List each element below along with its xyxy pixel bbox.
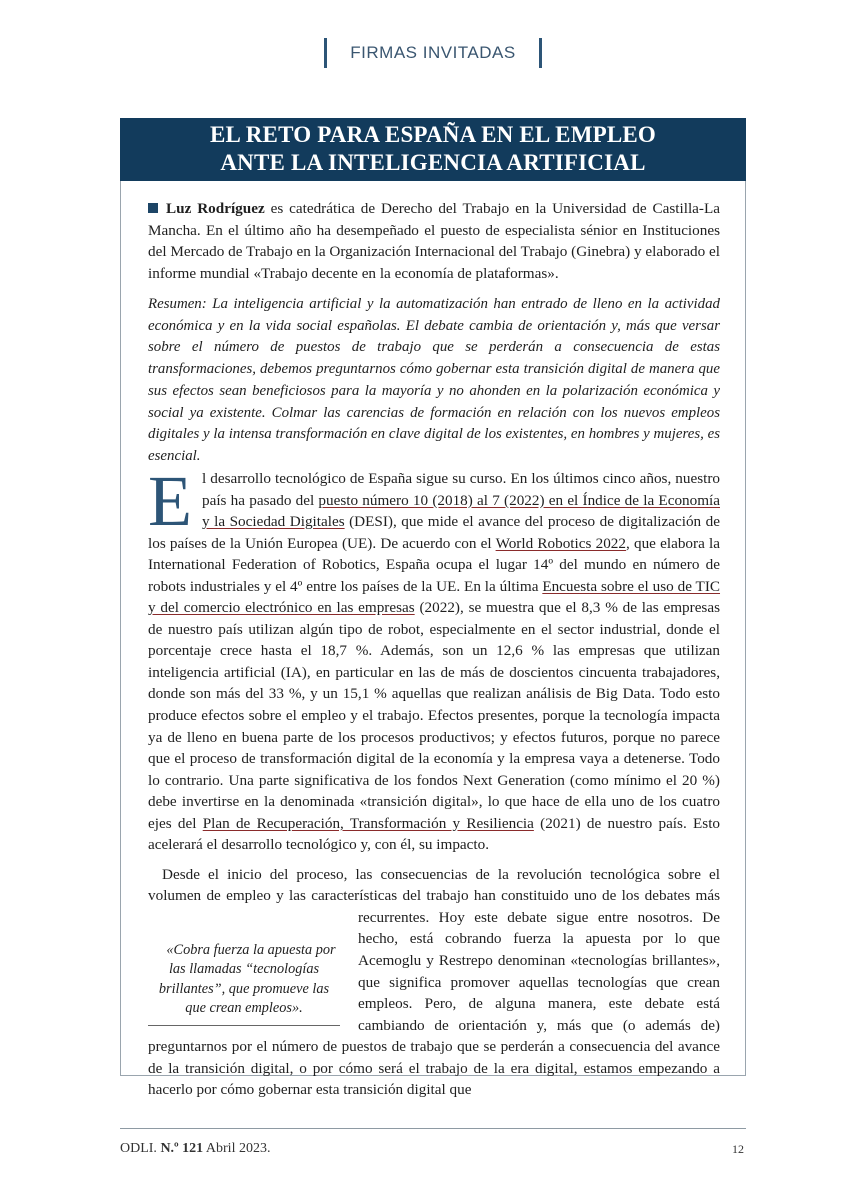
footer-divider — [120, 1128, 746, 1129]
article-content — [148, 198, 721, 1099]
paragraph-2 — [148, 864, 720, 1101]
author-bio-text: es catedrática de Derecho del Trabajo en la Universidad de Castilla-La Mancha. En el último año ha desempeñado el puesto de especialista sénior en Instituciones del Mercado de Trabajo en la Organización Internacional del Trabajo (Ginebra) y elaborado el informe mundial «Trabajo decente en la economía de plataformas». — [148, 200, 720, 282]
article-title-band — [120, 118, 746, 181]
paragraph-2-lead: Desde el inicio del proceso, las consecuencias de la revolución tecnológica sobre el volumen de empleo y las características del trabajo han constituido uno de los debates — [148, 865, 720, 905]
drop-cap: E — [148, 461, 192, 541]
issue-date: Abril 2023. — [205, 1141, 271, 1156]
article-title-line-2: ANTE LA INTELIGENCIA ARTIFICIAL — [220, 150, 646, 175]
section-header — [324, 38, 542, 68]
paragraph-1-text-e: (2021) de nuestro país. Esto acelerará el desarrollo tecnológico y, con él, su impacto. — [148, 814, 721, 854]
journal-citation — [120, 1141, 270, 1157]
article-title-line-1: EL RETO PARA ESPAÑA EN EL EMPLEO — [209, 122, 657, 147]
section-divider-left — [324, 38, 327, 68]
paragraph-1-text-c: , que elabora la International Federation of Robotics, España ocupa el lugar 14º del mundo en número de robots industriales y el 4º entre los países de la UE. En la última — [148, 534, 720, 595]
paragraph-1-text-b: (DESI), que mide el avance del proceso de digitalización de los países de la Unión Europea (UE). De acuerdo con el — [148, 513, 720, 552]
pull-quote: «Cobra fuerza la apuesta por las llamadas “tecnologías brillantes”, que promueve las que crean empleos». — [148, 941, 340, 1026]
bullet-square-icon — [148, 203, 158, 213]
paragraph-1-text-d: (2022), se muestra que el 8,3 % de las empresas de nuestro país utilizan algún tipo de robot, especialmente en el sector industrial, donde el porcentaje crece hasta el 18,7 %. Además, son un 12,6 % las empresas que utilizan inteligencia artificial (IA), en particular en las de más de doscientos cincuenta trabajadores, donde son más del 33 %, y un 15,1 % aquellas que realizan análisis de Big Data. Todo esto produce efectos sobre el empleo y el trabajo. Efectos presentes, porque la tecnología impacta ya de lleno en buena parte de los procesos productivos; y efectos futuros, porque no parece que el proceso de transformación digital de la economía y la empresa vaya a detenerse. Todo lo contrario. Una parte significativa de los fondos Next Generation (como mínimo el 20 %) debe invertirse en la denominada «transición digital», lo que hace de ella uno de los cuatro ejes del — [148, 599, 720, 832]
link-desi-index[interactable]: puesto número 10 (2018) al 7 (2022) en el Índice de la Economía y la Sociedad Digitales — [201, 491, 720, 531]
link-tic-survey[interactable]: Encuesta sobre el uso de TIC y del comercio electrónico en las empresas — [148, 577, 721, 617]
link-recovery-plan[interactable]: Plan de Recuperación, Transformación y Resiliencia — [202, 814, 534, 832]
paragraph-2-text: más recurrentes. Hoy este debate sigue entre nosotros. De hecho, está cobrando fuerza la apuesta por lo que Acemoglu y Restrepo denominan «tecnologías brillantes», que significa promover aquellas tecnologías que crean empleos. Pero, de alguna manera, este debate está cambiando de orientación y, más que (o además de) preguntarnos por el número de puestos de trabajo que se perderán a consecuencia del avance de la transición digital, o por cómo será el trabajo de la era digital, estamos empezando a hacerlo por cómo gobernar esta transición digital que — [148, 887, 720, 1099]
author-name: Luz Rodríguez — [166, 200, 265, 217]
page-number: 12 — [732, 1142, 744, 1156]
section-label: FIRMAS INVITADAS — [350, 43, 516, 62]
link-world-robotics[interactable]: World Robotics 2022 — [495, 534, 626, 552]
section-divider-right — [539, 38, 542, 68]
issue-number: N.º 121 — [160, 1141, 204, 1156]
article-abstract: Resumen: La inteligencia artificial y la automatización han entrado de lleno en la actividad económica y en la vida social españolas. El debate cambia de orientación y, más que versar sobre el número de puestos de trabajo que se perderán a consecuencia de estas transformaciones, debemos preguntarnos cómo gobernar esta transición digital de manera que sus efectos sean beneficiosos para la mayoría y no ahonden en la polarización económica y social ya existente. Colmar las carencias de formación en relación con los nuevos empleos digitales y la intensa transformación en clave digital de los existentes, en hombres y mujeres, es esencial. — [148, 296, 720, 464]
article-body — [148, 461, 721, 1101]
journal-name: ODLI. — [120, 1141, 157, 1156]
paragraph-1 — [148, 461, 721, 856]
author-bio — [148, 198, 720, 284]
paragraph-1-text-a: l desarrollo tecnológico de España sigue su curso. En los últimos cinco años, nuestro país ha pasado del — [201, 470, 720, 509]
